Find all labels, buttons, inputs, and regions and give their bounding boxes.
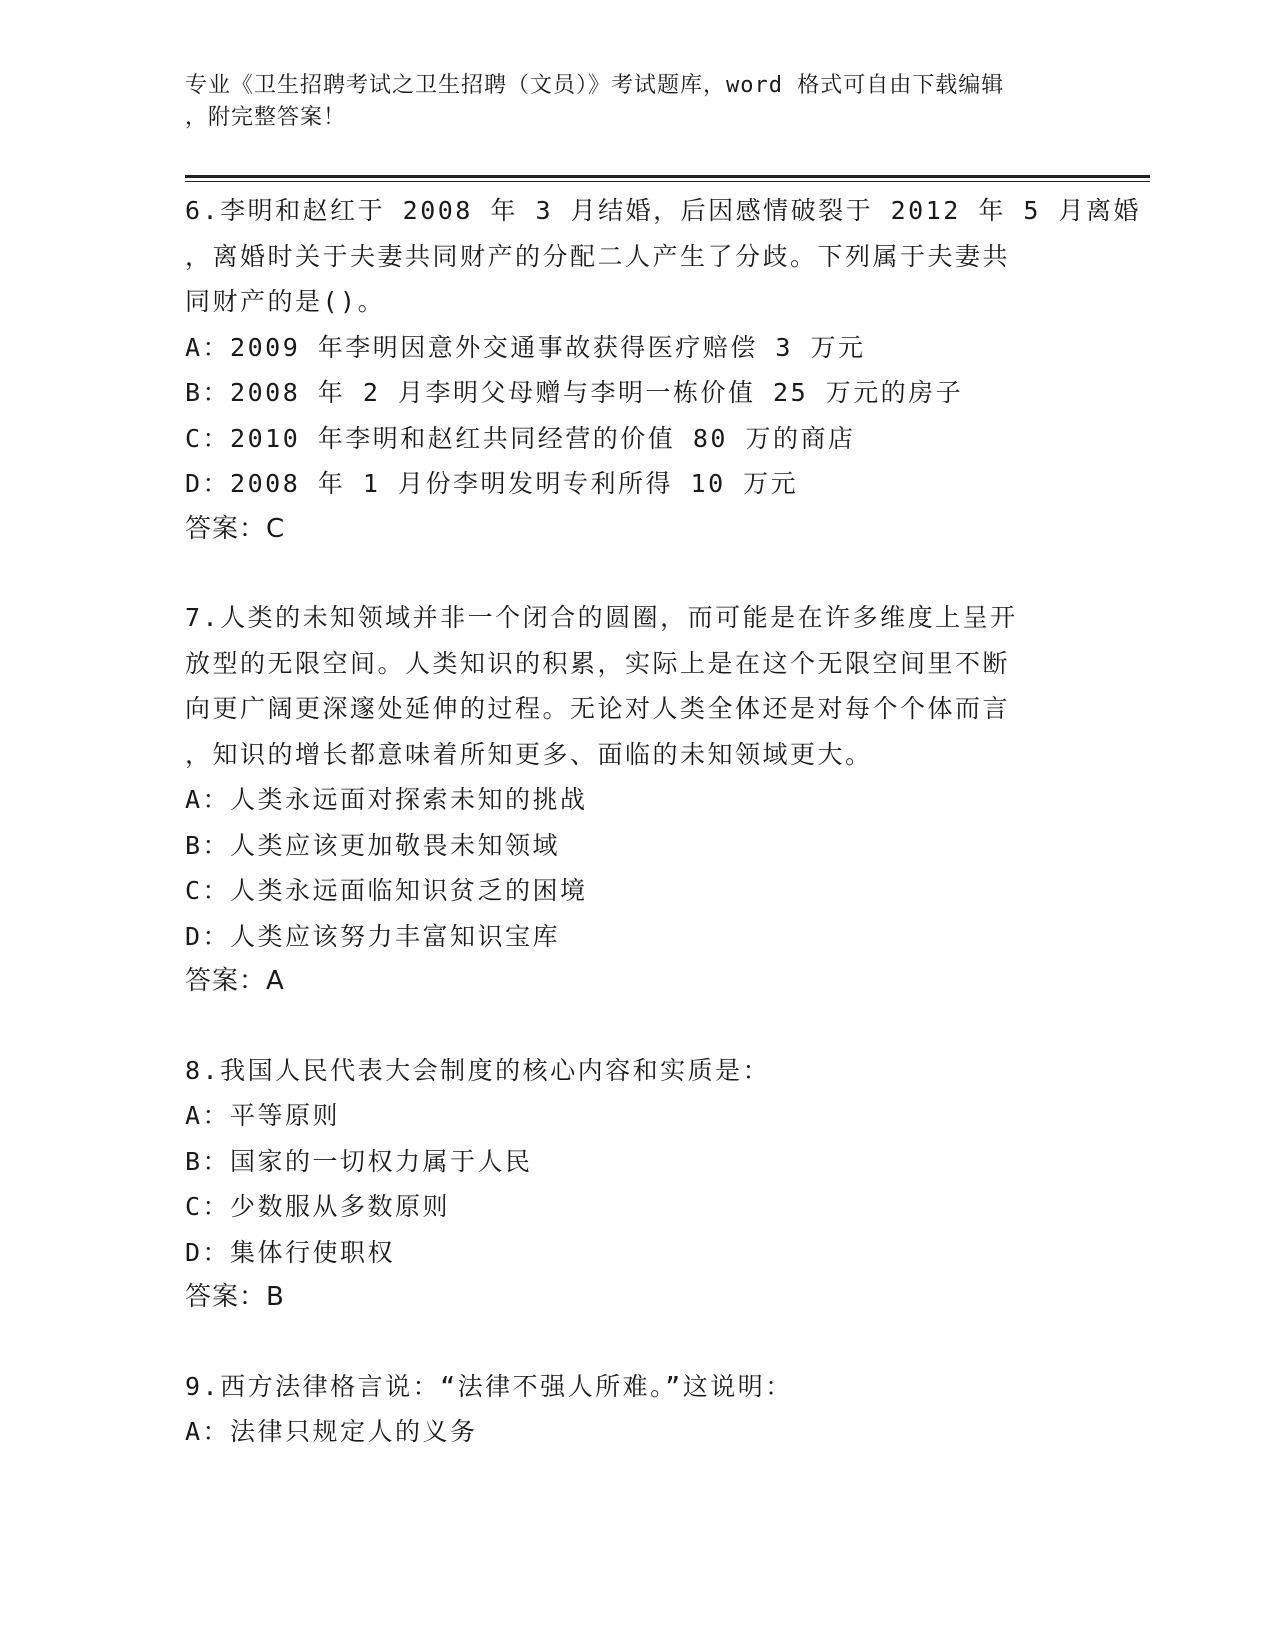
question-6-option-d: D：2008 年 1 月份李明发明专利所得 10 万元 xyxy=(185,469,799,498)
question-7-option-d: D：人类应该努力丰富知识宝库 xyxy=(185,921,561,951)
spacer xyxy=(185,552,1085,595)
question-7-option-b: B：人类应该更加敬畏未知领域 xyxy=(185,830,561,860)
header-line-2: ，附完整答案！ xyxy=(185,105,347,130)
question-6-option-a: A：2009 年李明因意外交通事故获得医疗赔偿 3 万元 xyxy=(185,332,866,362)
question-list xyxy=(185,188,1142,1455)
question-7-stem-line-3: 向更广阔更深邃处延伸的过程。无论对人类全体还是对每个个体而言 xyxy=(185,694,1011,723)
question-6-stem-line-3: 同财产的是()。 xyxy=(185,287,386,316)
question-7-option-a: A：人类永远面对探索未知的挑战 xyxy=(185,785,588,814)
question-8-option-a: A：平等原则 xyxy=(185,1101,341,1130)
question-9-option-a: A：法律只规定人的义务 xyxy=(185,1417,478,1446)
question-8 xyxy=(185,1048,1085,1321)
question-6-answer: 答案：C xyxy=(185,513,286,544)
question-9 xyxy=(185,1364,1085,1455)
question-7-stem-line-1: 7.人类的未知领域并非一个闭合的圆圈，而可能是在许多维度上呈开 xyxy=(185,603,1018,632)
question-8-answer: 答案：B xyxy=(185,1282,285,1312)
question-7-stem-line-2: 放型的无限空间。人类知识的积累，实际上是在这个无限空间里不断 xyxy=(185,648,1011,678)
question-6-option-c: C：2010 年李明和赵红共同经营的价值 80 万的商店 xyxy=(185,423,856,453)
question-9-stem-line-1: 9.西方法律格言说：“法律不强人所难。”这说明： xyxy=(185,1371,793,1401)
spacer xyxy=(185,1321,1085,1364)
spacer xyxy=(185,1005,1085,1048)
question-7-stem-line-4: ，知识的增长都意味着所知更多、面临的未知领域更大。 xyxy=(185,739,873,769)
question-6-stem-line-1: 6.李明和赵红于 2008 年 3 月结婚，后因感情破裂于 2012 年 5 月离婚 xyxy=(185,196,1142,225)
question-6-option-b: B：2008 年 2 月李明父母赠与李明一栋价值 25 万元的房子 xyxy=(185,378,964,407)
question-8-option-b: B：国家的一切权力属于人民 xyxy=(185,1146,533,1176)
question-6 xyxy=(185,188,1142,552)
header-divider-thick xyxy=(185,175,1150,178)
question-8-stem-line-1: 8.我国人民代表大会制度的核心内容和实质是： xyxy=(185,1055,771,1085)
question-7-option-c: C：人类永远面临知识贫乏的困境 xyxy=(185,876,588,905)
question-8-option-d: D：集体行使职权 xyxy=(185,1237,396,1267)
header-line-1: 专业《卫生招聘考试之卫生招聘（文员）》考试题库，word 格式可自由下载编辑 xyxy=(185,73,1005,98)
question-6-stem-line-2: ，离婚时关于夫妻共同财产的分配二人产生了分歧。下列属于夫妻共 xyxy=(185,241,1011,271)
question-7-answer: 答案：A xyxy=(185,966,285,996)
question-8-option-c: C：少数服从多数原则 xyxy=(185,1192,451,1221)
document-header xyxy=(185,70,1065,134)
header-divider-thin xyxy=(185,181,1150,182)
question-7 xyxy=(185,595,1085,1005)
